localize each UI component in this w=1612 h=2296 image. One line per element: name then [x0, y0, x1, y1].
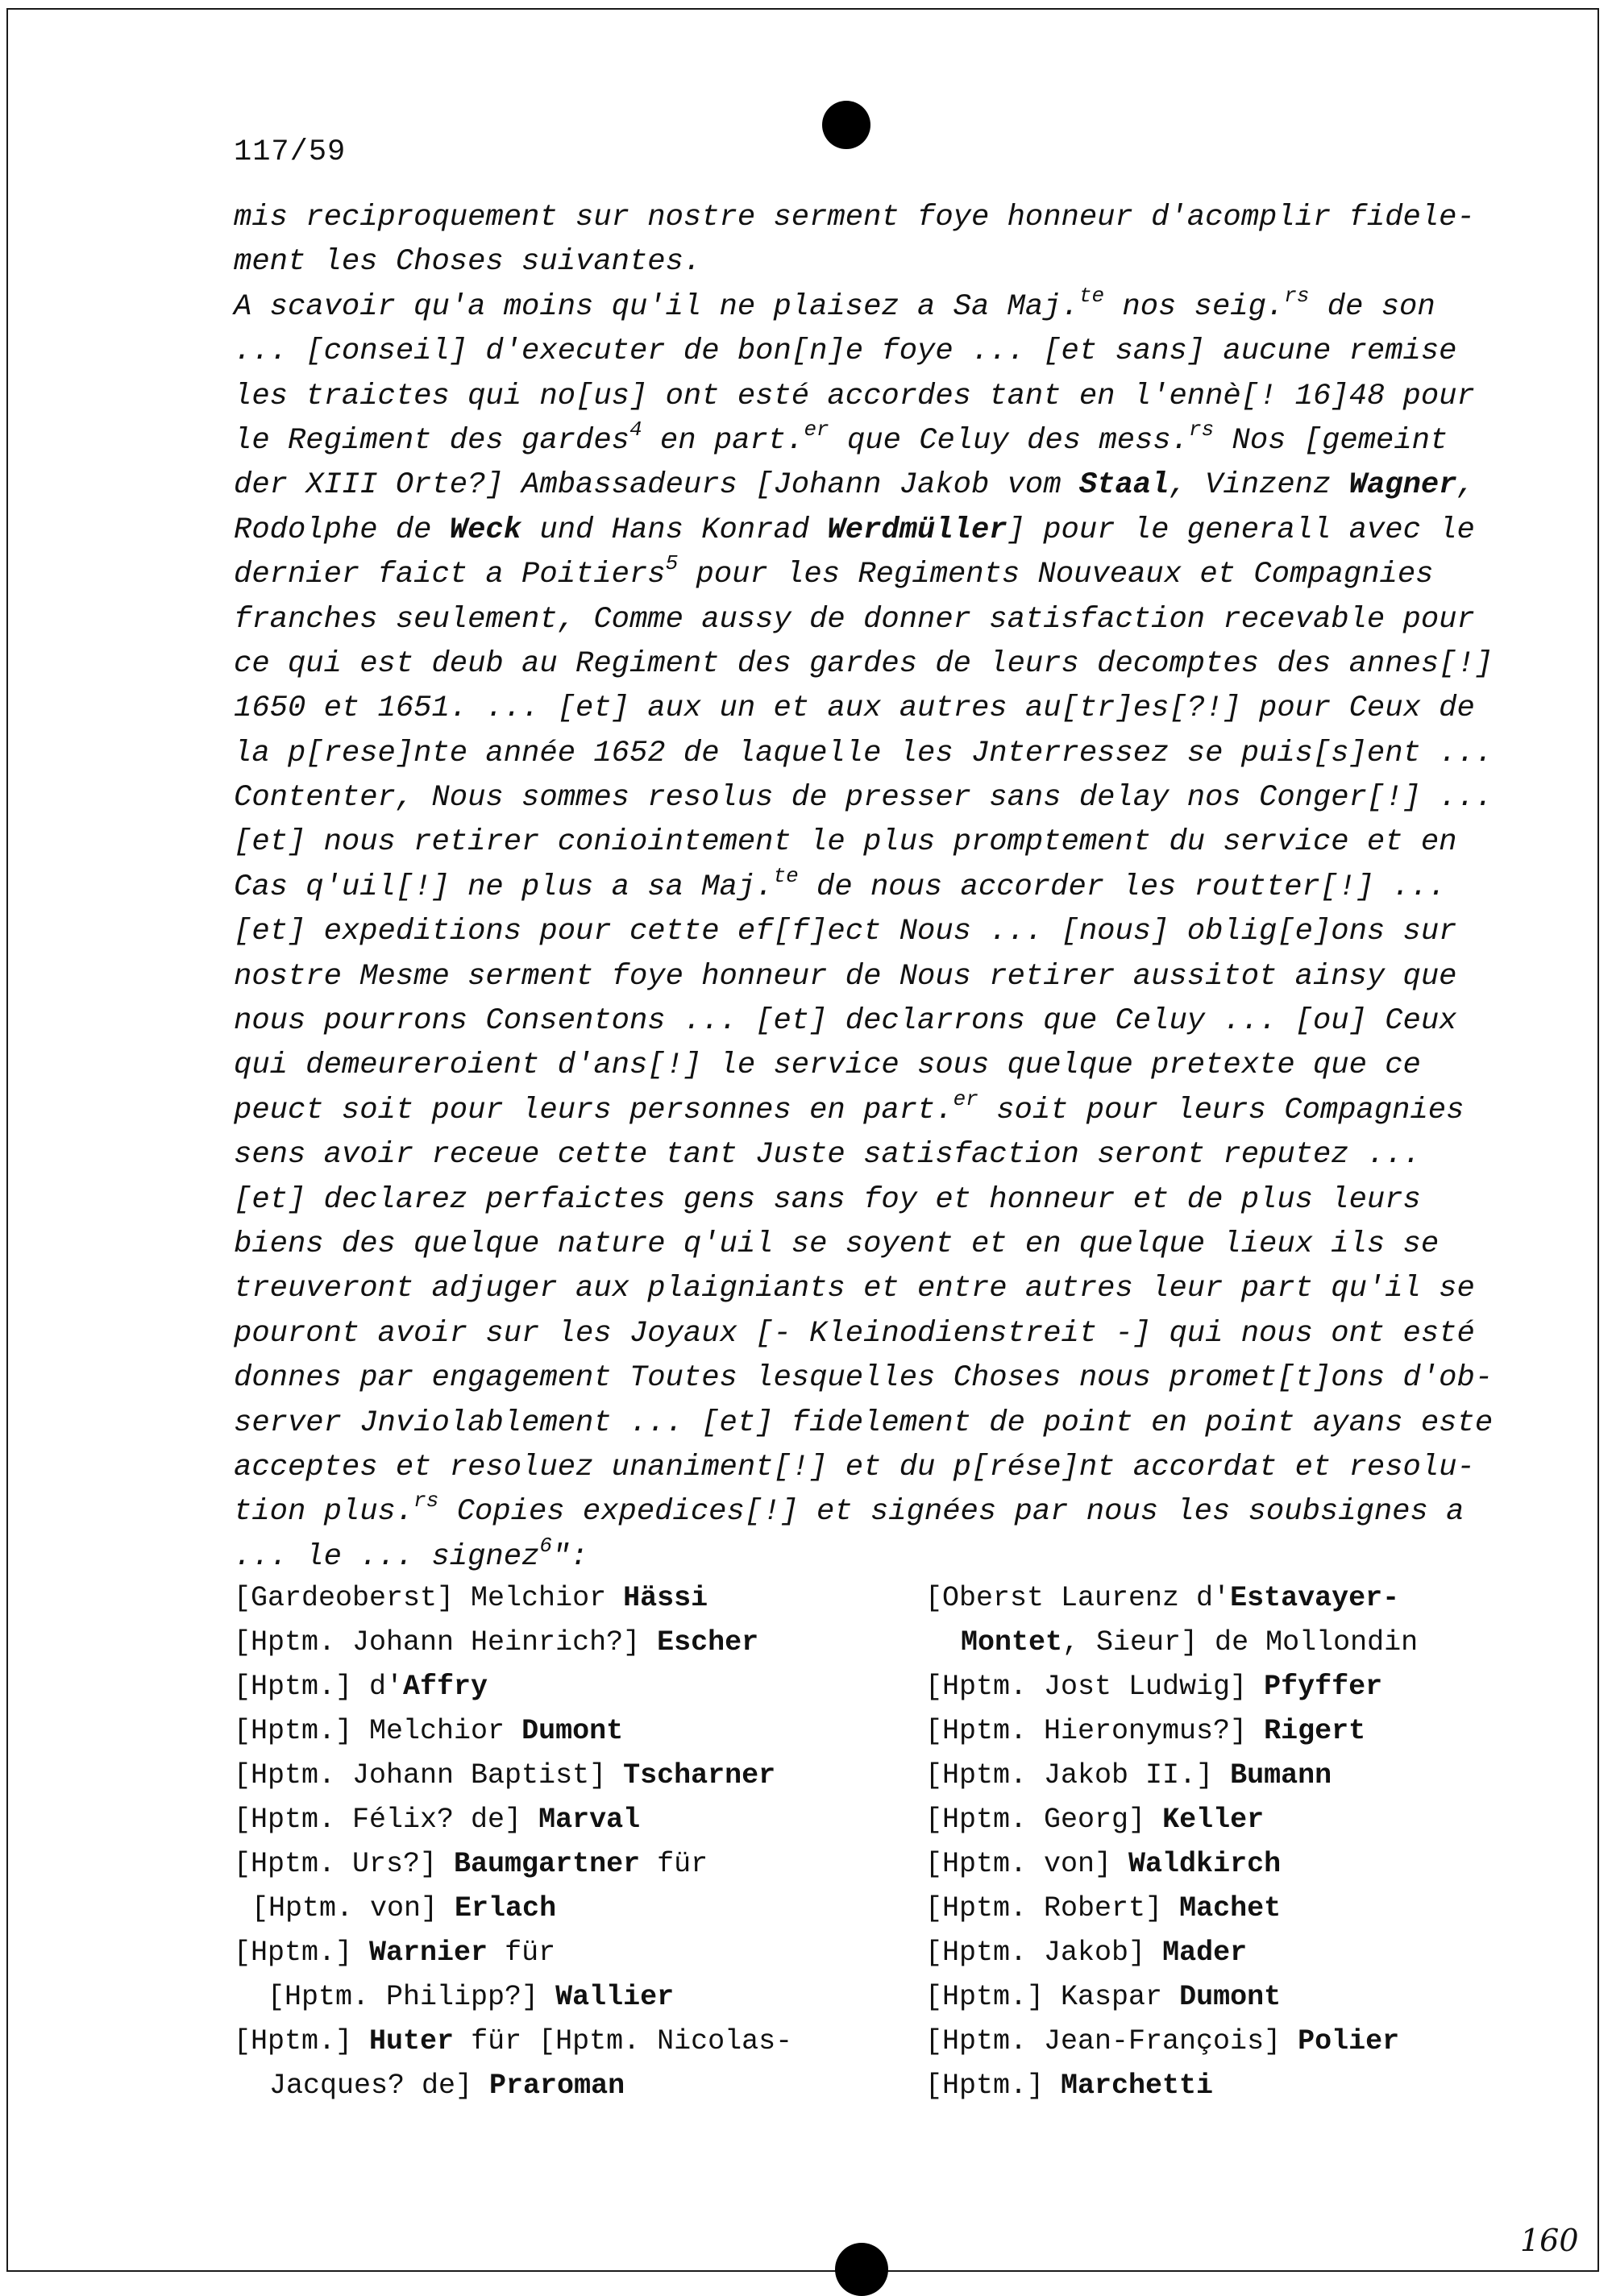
text-run: mis reciproquement sur nostre serment foye honneur d'acomplir fidele- [234, 201, 1475, 235]
text-run: de nous accorder les routter[!] ... [798, 870, 1447, 904]
text-run: Nos [gemeint [1214, 423, 1448, 458]
body-line [234, 1446, 1475, 1490]
text-run: A scavoir qu'a moins qu'il ne plaisez a Sa Maj. [234, 289, 1079, 324]
signatory-line [925, 2020, 1506, 2064]
body-line [234, 955, 1475, 999]
body-line [234, 509, 1475, 553]
body-line [234, 732, 1494, 776]
text-run: für [Hptm. Nicolas- [454, 2025, 793, 2057]
superscript: te [1078, 283, 1105, 308]
text-run: [Hptm. Jakob] [925, 1937, 1163, 1969]
bold-name: Escher [657, 1626, 759, 1659]
bold-name: Mader [1162, 1937, 1248, 1969]
text-run: nostre Mesme serment foye honneur de Nous retirer aussitot ainsy que [234, 959, 1457, 994]
text-run: [Hptm. Urs?] [234, 1848, 455, 1880]
signatures-left-column [234, 1576, 814, 2108]
body-line [234, 419, 1475, 463]
body-line [234, 910, 1475, 954]
text-run: [Hptm. Félix? de] [234, 1804, 539, 1836]
signatory-line [234, 1754, 814, 1798]
text-run: ] pour le generall avec le [1007, 513, 1475, 547]
body-line [234, 1267, 1475, 1311]
text-run: [Hptm. Georg] [925, 1804, 1163, 1836]
signatory-line [925, 1842, 1506, 1887]
text-run: biens des quelque nature q'uil se soyent et en quelque lieux ils se [234, 1227, 1440, 1261]
bold-name: Hässi [623, 1582, 708, 1614]
bold-name: Montet [961, 1626, 1063, 1659]
bold-name: Rigert [1264, 1715, 1366, 1747]
text-run: ": [551, 1539, 588, 1574]
folio-number: 160 [1520, 2223, 1579, 2258]
bold-name: Huter [369, 2025, 455, 2057]
body-line [234, 1223, 1475, 1267]
signatory-line [234, 1665, 814, 1709]
text-run: [Hptm.] [925, 2070, 1062, 2102]
bold-name: Estavayer- [1230, 1582, 1400, 1614]
superscript: rs [1284, 283, 1310, 308]
text-run: les traictes qui no[us] ont esté accordes tant en l'ennè[! 16]48 pour [234, 379, 1475, 413]
punch-hole-bottom [835, 2243, 888, 2296]
signatory-line [925, 1665, 1506, 1709]
superscript: 5 [665, 551, 679, 576]
bold-name: Marchetti [1061, 2070, 1214, 2102]
body-line [234, 1086, 1475, 1133]
text-run: soit pour leurs Compagnies [978, 1093, 1465, 1127]
signatory-line [925, 1931, 1506, 1975]
bold-name: Polier [1298, 2025, 1400, 2057]
superscript: te [773, 863, 799, 888]
body-line [234, 776, 1494, 820]
bold-name: Weck [449, 513, 522, 547]
text-run: franches seulement, Comme aussy de donner satisfaction recevable pour [234, 602, 1475, 637]
text-run: [et] expeditions pour cette ef[f]ect Nous ... [nous] oblig[e]ons sur [234, 915, 1457, 949]
signatory-line [234, 1842, 814, 1887]
signatory-line [925, 1887, 1506, 1931]
body-line [234, 1356, 1494, 1401]
text-run: [Hptm.] Melchior [234, 1715, 522, 1747]
text-run: [Hptm. Johann Baptist] [234, 1759, 624, 1792]
text-run: , [1456, 468, 1475, 503]
text-run: Contenter, Nous sommes resolus de presser sans delay nos Conger[!] ... [234, 781, 1494, 816]
superscript: er [953, 1086, 978, 1111]
bold-name: Tscharner [623, 1759, 776, 1792]
superscript: rs [1188, 417, 1215, 442]
bold-name: Pfyffer [1264, 1671, 1383, 1703]
text-run: und Hans Konrad [521, 513, 828, 547]
text-run: le Regiment des gardes [234, 423, 629, 458]
bold-name: Werdmüller [827, 513, 1008, 547]
body-line [234, 1312, 1475, 1356]
superscript: 6 [539, 1533, 552, 1558]
text-run: [Hptm. von] [925, 1848, 1129, 1880]
bold-name: Dumont [521, 1715, 624, 1747]
signatory-line [234, 2020, 814, 2064]
text-run: [Hptm.] [234, 2025, 370, 2057]
text-run: [Hptm.] d' [234, 1671, 404, 1703]
text-run: [Hptm. Jost Ludwig] [925, 1671, 1265, 1703]
text-run: acceptes et resoluez unaniment[!] et du p[rése]nt accordat et resolu- [234, 1450, 1475, 1484]
body-line [234, 1133, 1475, 1177]
text-run: [et] declarez perfaictes gens sans foy et honneur et de plus leurs [234, 1182, 1421, 1217]
bold-name: Keller [1162, 1804, 1265, 1836]
signatory-line [925, 1621, 1506, 1665]
bold-name: Marval [538, 1804, 641, 1836]
body-line [234, 375, 1475, 419]
text-run: la p[rese]nte année 1652 de laquelle les Jnterressez se puis[s]ent ... [234, 736, 1494, 770]
text-run: , Vinzenz [1169, 468, 1349, 503]
text-run: 1650 et 1651. ... [et] aux un et aux autres au[tr]es[?!] pour Ceux de [234, 691, 1475, 726]
superscript: er [804, 417, 829, 442]
text-run: Rodolphe de [234, 513, 450, 547]
punch-hole-top [822, 101, 870, 149]
body-line [234, 999, 1475, 1044]
text-run: de son [1309, 289, 1435, 324]
bold-name: Affry [403, 1671, 488, 1703]
text-run: treuveront adjuger aux plaigniants et entre autres leur part qu'il se [234, 1272, 1475, 1306]
body-line [234, 463, 1475, 508]
text-run: [Hptm. Philipp?] [268, 1981, 556, 2013]
body-line [234, 240, 1475, 284]
text-run: pouront avoir sur les Joyaux [- Kleinodienstreit -] qui nous ont esté [234, 1316, 1475, 1351]
body-line [234, 820, 1475, 865]
text-run: [Oberst Laurenz d' [925, 1582, 1231, 1614]
signatures-right-column [925, 1576, 1506, 2108]
text-run: [et] nous retirer coniointement le plus promptement du service et en [234, 825, 1457, 860]
signatory-line [234, 1576, 814, 1621]
text-run: en part. [642, 423, 804, 458]
text-run: [Hptm. Jean-François] [925, 2025, 1298, 2057]
text-run: nos seig. [1104, 289, 1285, 324]
body-line [234, 553, 1475, 597]
bold-name: Bumann [1230, 1759, 1332, 1792]
text-run: [Hptm. Hieronymus?] [925, 1715, 1265, 1747]
signatory-line [234, 1709, 814, 1754]
text-run: donnes par engagement Toutes lesquelles Choses nous promet[t]ons d'ob- [234, 1361, 1494, 1396]
body-line [234, 285, 1475, 330]
text-run: für [640, 1848, 708, 1880]
text-run: pour les Regiments Nouveaux et Compagnies [678, 558, 1434, 592]
bold-name: Waldkirch [1128, 1848, 1282, 1880]
body-line [234, 642, 1494, 687]
signatory-line [234, 1975, 814, 2020]
text-run: , Sieur] de Mollondin [1062, 1626, 1419, 1659]
text-run: [Hptm. Robert] [925, 1892, 1180, 1924]
bold-name: Praroman [489, 2070, 625, 2102]
text-run: peuct soit pour leurs personnes en part. [234, 1093, 953, 1127]
text-run: tion plus. [234, 1495, 414, 1530]
body-line [234, 1490, 1475, 1534]
text-run: ce qui est deub au Regiment des gardes de leurs decomptes des annes[!] [234, 646, 1494, 681]
superscript: 4 [629, 417, 642, 442]
bold-name: Dumont [1179, 1981, 1282, 2013]
text-run: Jacques? de] [269, 2070, 490, 2102]
signatory-line [234, 1798, 814, 1842]
body-line [234, 1535, 1475, 1580]
signatory-line [925, 1975, 1506, 2020]
body-line [234, 1401, 1494, 1446]
body-line [234, 196, 1475, 240]
bold-name: Warnier [369, 1937, 488, 1969]
text-run: ment les Choses suivantes. [234, 245, 702, 280]
text-run: Copies expedices[!] et signées par nous les soubsignes a [438, 1495, 1465, 1530]
bold-name: Staal [1078, 468, 1170, 503]
signatory-line [925, 1576, 1506, 1621]
document-number: 117/59 [234, 135, 347, 169]
text-run: [Hptm. Jakob II.] [925, 1759, 1231, 1792]
bold-name: Wallier [555, 1981, 675, 2013]
text-run: nous pourrons Consentons ... [et] declarrons que Celuy ... [ou] Ceux [234, 1004, 1457, 1039]
body-line [234, 330, 1475, 374]
text-run: sens avoir receue cette tant Juste satisfaction seront reputez ... [234, 1138, 1421, 1173]
text-run: für [488, 1937, 556, 1969]
signatory-line [234, 1887, 814, 1931]
signatory-line [925, 1754, 1506, 1798]
text-run: [Gardeoberst] Melchior [234, 1582, 624, 1614]
text-run: [Hptm. von] [251, 1892, 455, 1924]
text-run: [Hptm. Johann Heinrich?] [234, 1626, 658, 1659]
body-line [234, 598, 1475, 642]
body-line [234, 1044, 1475, 1088]
text-run: [Hptm.] [234, 1937, 370, 1969]
body-line [234, 687, 1475, 731]
text-run: [Hptm.] Kaspar [925, 1981, 1180, 2013]
signatory-line [234, 1931, 814, 1975]
bold-name: Wagner [1348, 468, 1457, 503]
text-run: que Celuy des mess. [829, 423, 1189, 458]
signatory-line [925, 2064, 1506, 2108]
text-run: dernier faict a Poitiers [234, 558, 666, 592]
text-run: der XIII Orte?] Ambassadeurs [Johann Jakob vom [234, 468, 1079, 503]
text-run: server Jnviolablement ... [et] fidelement de point en point ayans este [234, 1405, 1494, 1440]
text-run: ... le ... signez [234, 1539, 540, 1574]
signatory-line [925, 1798, 1506, 1842]
text-run: ... [conseil] d'executer de bon[n]e foye ... [et sans] aucune remise [234, 334, 1457, 369]
text-run: Cas q'uil[!] ne plus a sa Maj. [234, 870, 774, 904]
bold-name: Erlach [455, 1892, 557, 1924]
text-run: qui demeureroient d'ans[!] le service sous quelque pretexte que ce [234, 1048, 1421, 1083]
signatory-line [925, 1709, 1506, 1754]
bold-name: Machet [1179, 1892, 1282, 1924]
signatory-line [234, 1621, 814, 1665]
body-text [234, 196, 1494, 1580]
signatory-line [234, 2064, 814, 2108]
superscript: rs [413, 1488, 439, 1513]
body-line [234, 1178, 1475, 1223]
bold-name: Baumgartner [454, 1848, 641, 1880]
body-line [234, 863, 1475, 910]
